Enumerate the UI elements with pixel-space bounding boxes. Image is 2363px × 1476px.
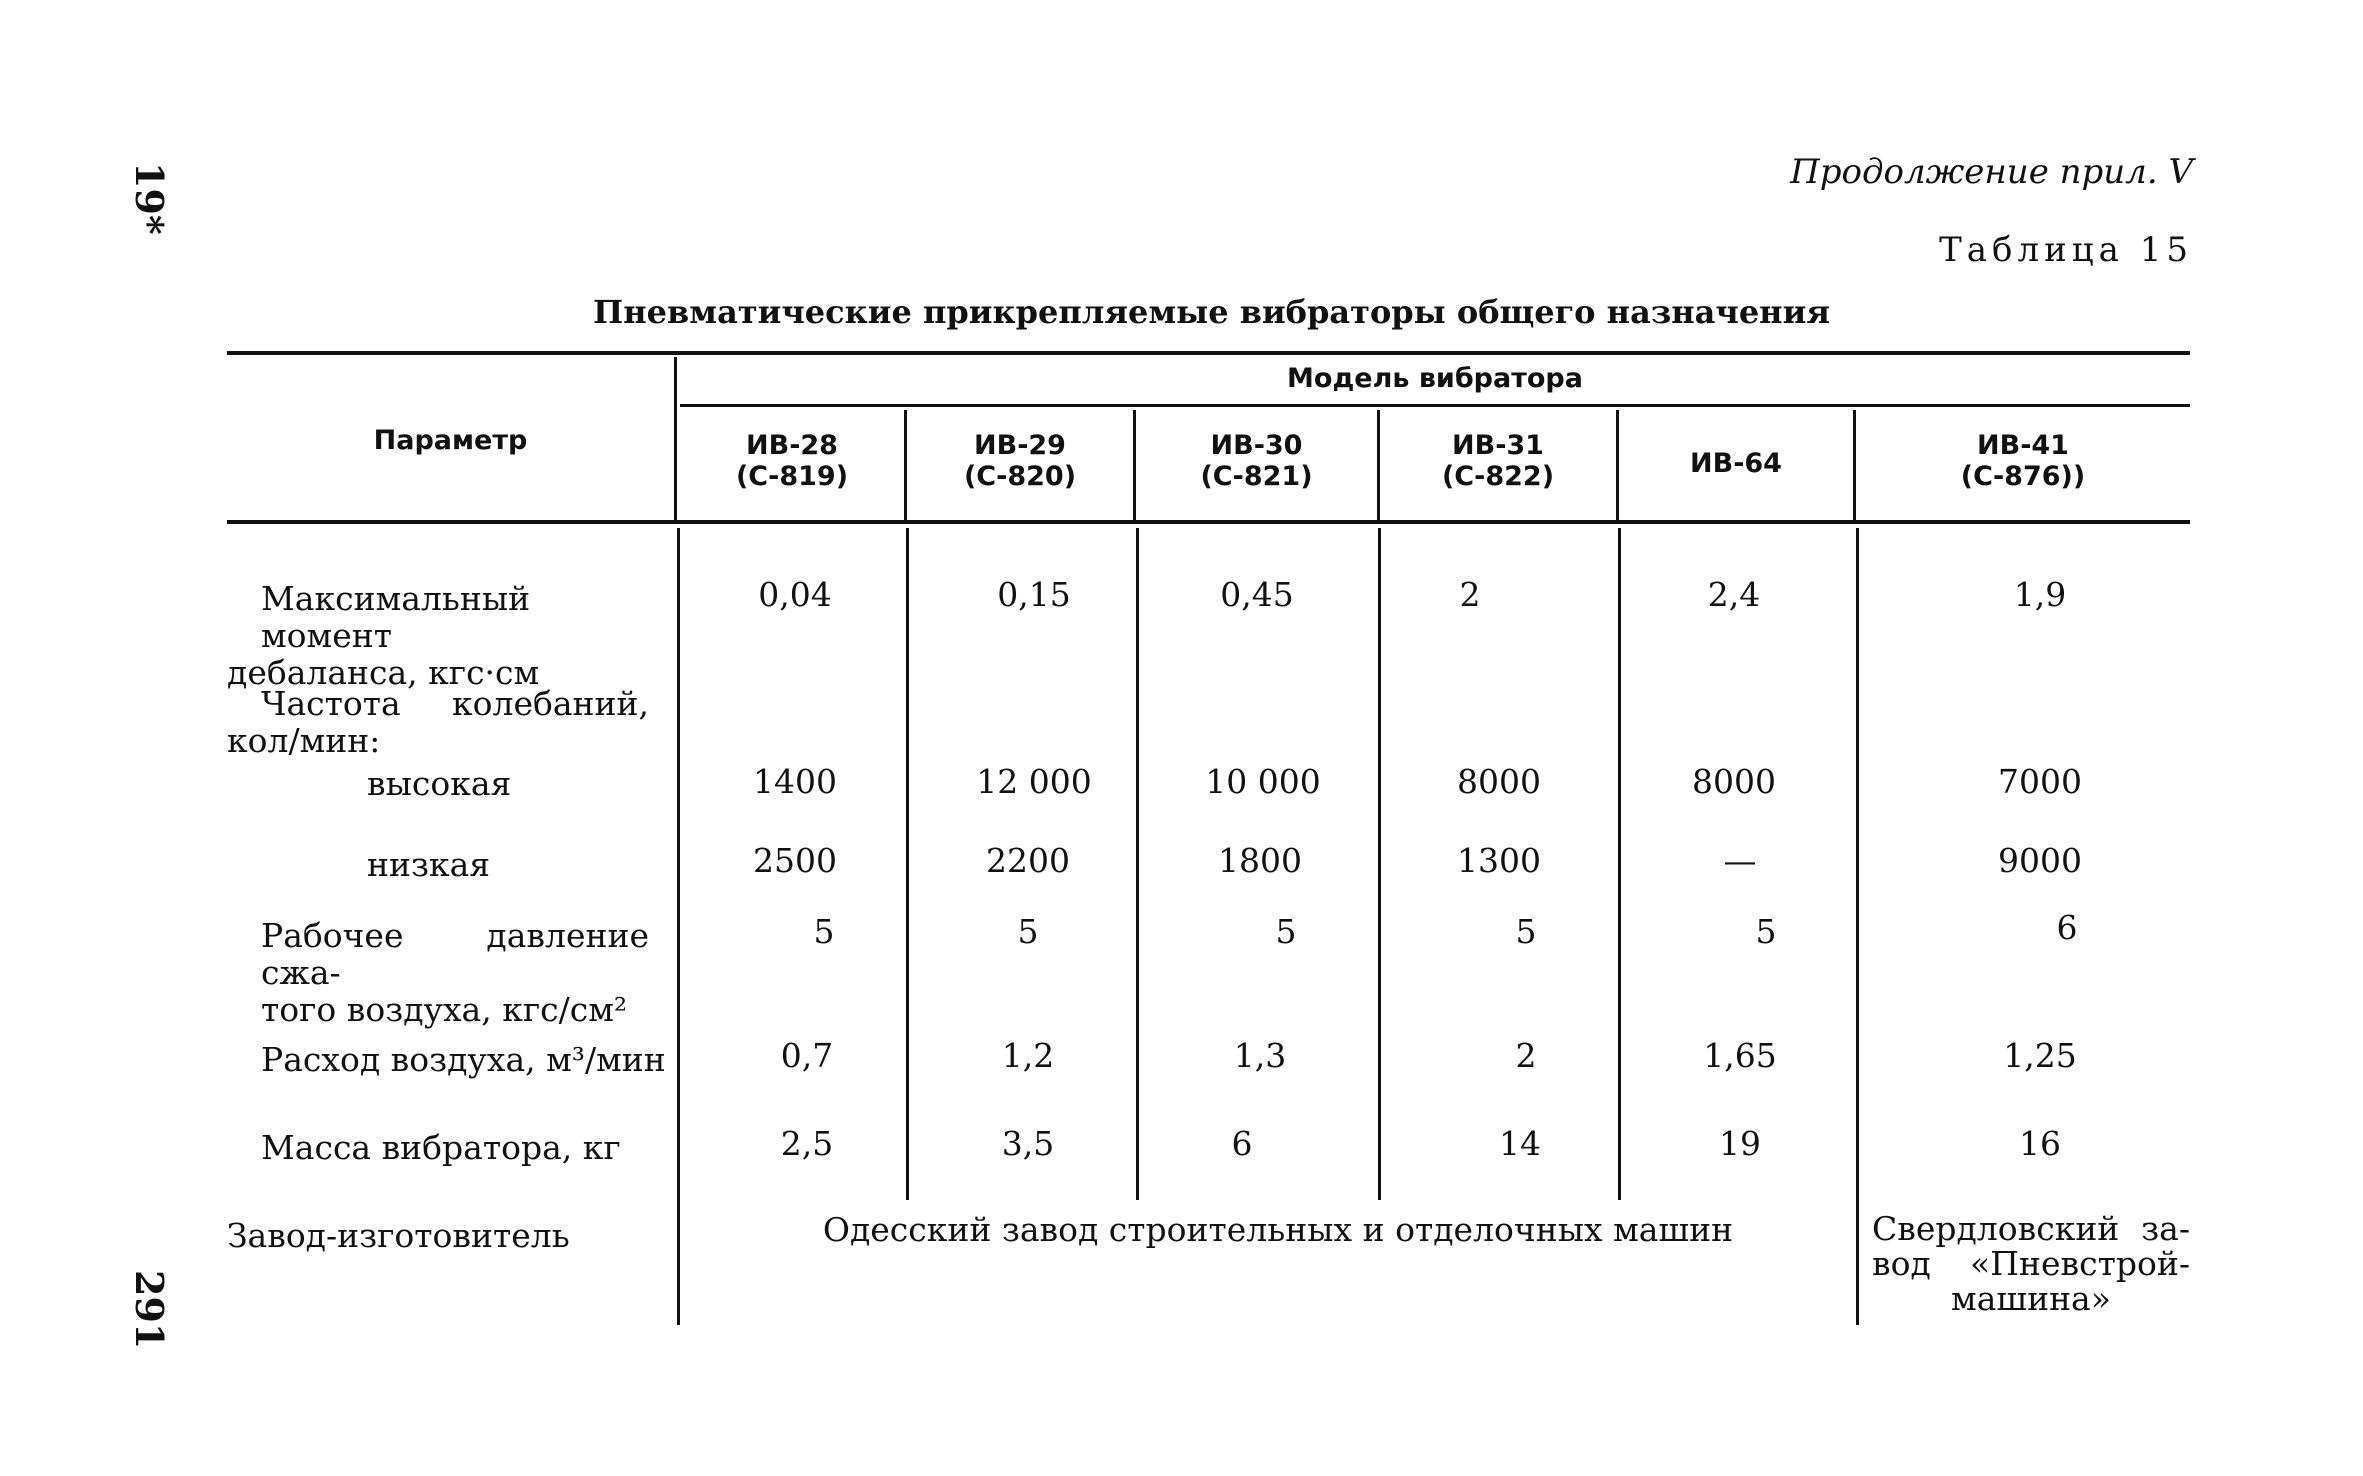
- cell-mass-iv30: 6: [1231, 1124, 1253, 1163]
- model-header-2: ИВ-29 (С-820): [963, 430, 1077, 493]
- model-header-1: ИВ-28 (С-819): [735, 430, 849, 493]
- row-label-unbalance: Максимальный момент дебаланса, кгс·см: [227, 579, 540, 692]
- param-header: Параметр: [373, 425, 528, 456]
- cell-mass-iv64: 19: [1719, 1124, 1761, 1163]
- cell-unbalance-iv28: 0,04: [758, 575, 832, 614]
- cell-low-iv64: —: [1723, 841, 1757, 880]
- table-caption: Пневматические прикрепляемые вибраторы общего назначения: [593, 293, 1830, 331]
- row-label-low: низкая: [367, 845, 491, 884]
- cell-high-iv28: 1400: [753, 762, 837, 801]
- cell-pressure-iv31: 5: [1515, 912, 1537, 951]
- row-label-high: высокая: [367, 764, 512, 803]
- body-divider-4: [1618, 528, 1621, 1200]
- cell-low-iv31: 1300: [1457, 841, 1541, 880]
- cell-pressure-iv64: 5: [1755, 912, 1777, 951]
- body-divider-3: [1378, 528, 1381, 1200]
- cell-mass-iv28: 2,5: [780, 1124, 834, 1163]
- cell-airflow-iv29: 1,2: [1001, 1036, 1055, 1075]
- cell-unbalance-iv64: 2,4: [1707, 575, 1761, 614]
- cell-pressure-iv28: 5: [813, 912, 835, 951]
- cell-unbalance-iv31: 2: [1459, 575, 1481, 614]
- row-label-mass: Масса вибратора, кг: [261, 1128, 621, 1167]
- row-label-manufacturer: Завод-изготовитель: [227, 1216, 570, 1255]
- cell-airflow-iv31: 2: [1515, 1036, 1537, 1075]
- cell-mass-iv29: 3,5: [1001, 1124, 1055, 1163]
- cell-airflow-iv41: 1,25: [2003, 1036, 2077, 1075]
- manufacturer-odessa: Одесский завод строительных и отделочных машин: [822, 1210, 1734, 1249]
- cell-high-iv41: 7000: [1998, 762, 2082, 801]
- table-number: Таблица 15: [1939, 230, 2193, 270]
- body-divider-param: [677, 528, 680, 1325]
- header-bottom-rule: [227, 520, 2190, 524]
- row-label-frequency: Частота колебаний, кол/мин:: [227, 684, 649, 760]
- body-divider-2: [1136, 528, 1139, 1200]
- cell-high-iv30: 10 000: [1205, 762, 1321, 801]
- model-header-5: ИВ-64: [1690, 448, 1782, 479]
- cell-pressure-iv29: 5: [1017, 912, 1039, 951]
- cell-airflow-iv28: 0,7: [780, 1036, 834, 1075]
- cell-unbalance-iv29: 0,15: [997, 575, 1071, 614]
- body-divider-1: [906, 528, 909, 1200]
- continuation-note: Продолжение прил. V: [1790, 152, 2193, 192]
- cell-unbalance-iv30: 0,45: [1220, 575, 1294, 614]
- cell-low-iv30: 1800: [1218, 841, 1302, 880]
- cell-high-iv29: 12 000: [976, 762, 1092, 801]
- cell-low-iv29: 2200: [986, 841, 1070, 880]
- cell-mass-iv31: 14: [1499, 1124, 1541, 1163]
- page-number: 291: [127, 1270, 172, 1350]
- cell-pressure-iv41: 6: [2056, 908, 2078, 947]
- cell-low-iv41: 9000: [1998, 841, 2082, 880]
- cell-mass-iv41: 16: [2019, 1124, 2061, 1163]
- row-label-pressure: Рабочее давление сжа- того воздуха, кгс/см²: [261, 916, 649, 1029]
- cell-airflow-iv64: 1,65: [1703, 1036, 1777, 1075]
- row-label-air-flow: Расход воздуха, м³/мин: [261, 1040, 666, 1079]
- margin-mark-top: 19*: [127, 162, 172, 235]
- header-divider-param: [674, 357, 677, 520]
- manufacturer-sverdlovsk: Свердловский за- вод «Пневстрой- машина»: [1872, 1209, 2190, 1318]
- model-header-rule: [680, 404, 2190, 407]
- cell-unbalance-iv41: 1,9: [2013, 575, 2067, 614]
- table-top-rule: [227, 351, 2190, 355]
- model-header-6: ИВ-41 (С-876)): [1960, 430, 2086, 493]
- body-divider-5: [1856, 528, 1859, 1325]
- model-header-3: ИВ-30 (С-821): [1200, 430, 1313, 493]
- model-header-4: ИВ-31 (С-822): [1441, 430, 1555, 493]
- model-header: Модель вибратора: [1287, 363, 1583, 394]
- cell-low-iv28: 2500: [753, 841, 837, 880]
- cell-airflow-iv30: 1,3: [1233, 1036, 1287, 1075]
- cell-high-iv64: 8000: [1692, 762, 1776, 801]
- cell-high-iv31: 8000: [1457, 762, 1541, 801]
- cell-pressure-iv30: 5: [1275, 912, 1297, 951]
